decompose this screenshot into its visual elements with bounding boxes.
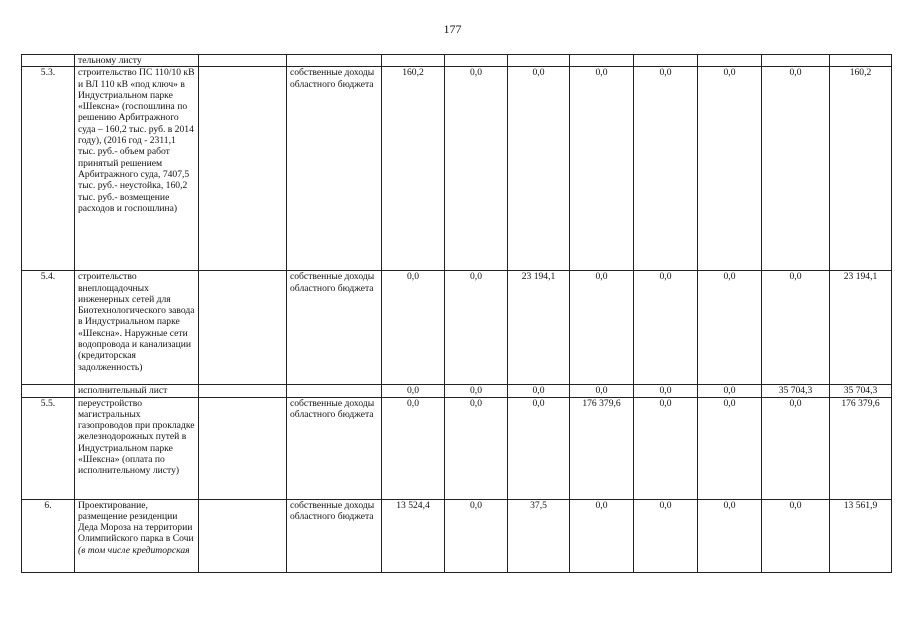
value-cell: 0,0 xyxy=(698,271,762,385)
row-source: собственные доходы областного бюджета xyxy=(287,499,382,572)
value-cell: 160,2 xyxy=(382,67,445,271)
row-name: строительство внеплощадочных инженерных сетей для Биотехнологического завода в Индустриальном парке «Шексна». Наружные сети водопровода и канализации (кредиторская задолженность) xyxy=(75,271,199,385)
value-cell: 0,0 xyxy=(634,67,698,271)
value-cell: 176 379,6 xyxy=(570,397,634,499)
value-cell: 0,0 xyxy=(570,271,634,385)
value-cell: 0,0 xyxy=(762,67,830,271)
row-name-text: Проектирование, размещение резиденции Деда Мороза на территории Олимпийского парка в Сочи xyxy=(78,499,194,545)
value-cell: 0,0 xyxy=(508,385,570,397)
empty-cell xyxy=(199,67,287,271)
table-row xyxy=(22,397,892,499)
row-index: 5.3. xyxy=(22,67,75,271)
value-cell: 0,0 xyxy=(570,499,634,572)
row-index: 5.5. xyxy=(22,397,75,499)
table-row xyxy=(22,271,892,385)
empty-cell xyxy=(199,271,287,385)
row-index xyxy=(22,385,75,397)
value-cell: 0,0 xyxy=(634,271,698,385)
value-cell: 0,0 xyxy=(445,67,508,271)
total-cell: 13 561,9 xyxy=(830,499,892,572)
value-cell xyxy=(445,55,508,67)
table-row xyxy=(22,385,892,397)
row-source: собственные доходы областного бюджета xyxy=(287,271,382,385)
row-name-italic-note: (в том числе кредиторская xyxy=(78,544,190,556)
empty-cell xyxy=(199,55,287,67)
value-cell xyxy=(634,55,698,67)
value-cell: 0,0 xyxy=(445,499,508,572)
row-source: собственные доходы областного бюджета xyxy=(287,397,382,499)
value-cell: 0,0 xyxy=(698,385,762,397)
value-cell xyxy=(508,55,570,67)
empty-cell xyxy=(199,385,287,397)
total-cell xyxy=(830,55,892,67)
table-row xyxy=(22,499,892,572)
row-name xyxy=(75,499,199,572)
value-cell xyxy=(570,55,634,67)
value-cell: 0,0 xyxy=(382,271,445,385)
row-index xyxy=(22,55,75,67)
value-cell: 0,0 xyxy=(570,385,634,397)
row-name: тельному листу xyxy=(75,55,199,67)
value-cell: 0,0 xyxy=(762,271,830,385)
value-cell: 0,0 xyxy=(508,67,570,271)
total-cell: 160,2 xyxy=(830,67,892,271)
table-row xyxy=(22,55,892,67)
value-cell: 37,5 xyxy=(508,499,570,572)
row-index: 5.4. xyxy=(22,271,75,385)
value-cell: 0,0 xyxy=(445,271,508,385)
value-cell: 0,0 xyxy=(382,397,445,499)
value-cell: 0,0 xyxy=(634,385,698,397)
value-cell xyxy=(762,55,830,67)
value-cell: 0,0 xyxy=(762,499,830,572)
value-cell: 0,0 xyxy=(570,67,634,271)
value-cell xyxy=(698,55,762,67)
value-cell: 0,0 xyxy=(634,499,698,572)
value-cell: 0,0 xyxy=(698,67,762,271)
row-source: собственные доходы областного бюджета xyxy=(287,67,382,271)
value-cell: 0,0 xyxy=(445,397,508,499)
value-cell: 23 194,1 xyxy=(508,271,570,385)
row-source xyxy=(287,385,382,397)
table-row xyxy=(22,67,892,271)
row-name: строительство ПС 110/10 кВ и ВЛ 110 кВ «под ключ» в Индустриальном парке «Шексна» (госпошлина по решению Арбитражного суда – 160,2 тыс. руб. в 2014 году), (2016 год - 2311,1 тыс. руб.- объем работ принятый решением Арбитражного суда, 7407,5 тыс. руб.- неустойка, 160,2 тыс. руб.- возмещение расходов и госпошлина) xyxy=(75,67,199,271)
value-cell: 13 524,4 xyxy=(382,499,445,572)
empty-cell xyxy=(199,499,287,572)
total-cell: 176 379,6 xyxy=(830,397,892,499)
row-name: переустройство магистральных газопроводов при прокладке железнодорожных путей в Индустриальном парке «Шексна» (оплата по исполнительному листу) xyxy=(75,397,199,499)
value-cell xyxy=(382,55,445,67)
total-cell: 35 704,3 xyxy=(830,385,892,397)
value-cell: 0,0 xyxy=(698,499,762,572)
value-cell: 0,0 xyxy=(382,385,445,397)
budget-table xyxy=(21,54,892,573)
value-cell: 0,0 xyxy=(762,397,830,499)
row-index: 6. xyxy=(22,499,75,572)
row-source xyxy=(287,55,382,67)
row-name: исполнительный лист xyxy=(75,385,199,397)
page-number: 177 xyxy=(443,22,462,36)
value-cell: 0,0 xyxy=(634,397,698,499)
empty-cell xyxy=(199,397,287,499)
value-cell: 35 704,3 xyxy=(762,385,830,397)
value-cell: 0,0 xyxy=(698,397,762,499)
value-cell: 0,0 xyxy=(445,385,508,397)
total-cell: 23 194,1 xyxy=(830,271,892,385)
value-cell: 0,0 xyxy=(508,397,570,499)
